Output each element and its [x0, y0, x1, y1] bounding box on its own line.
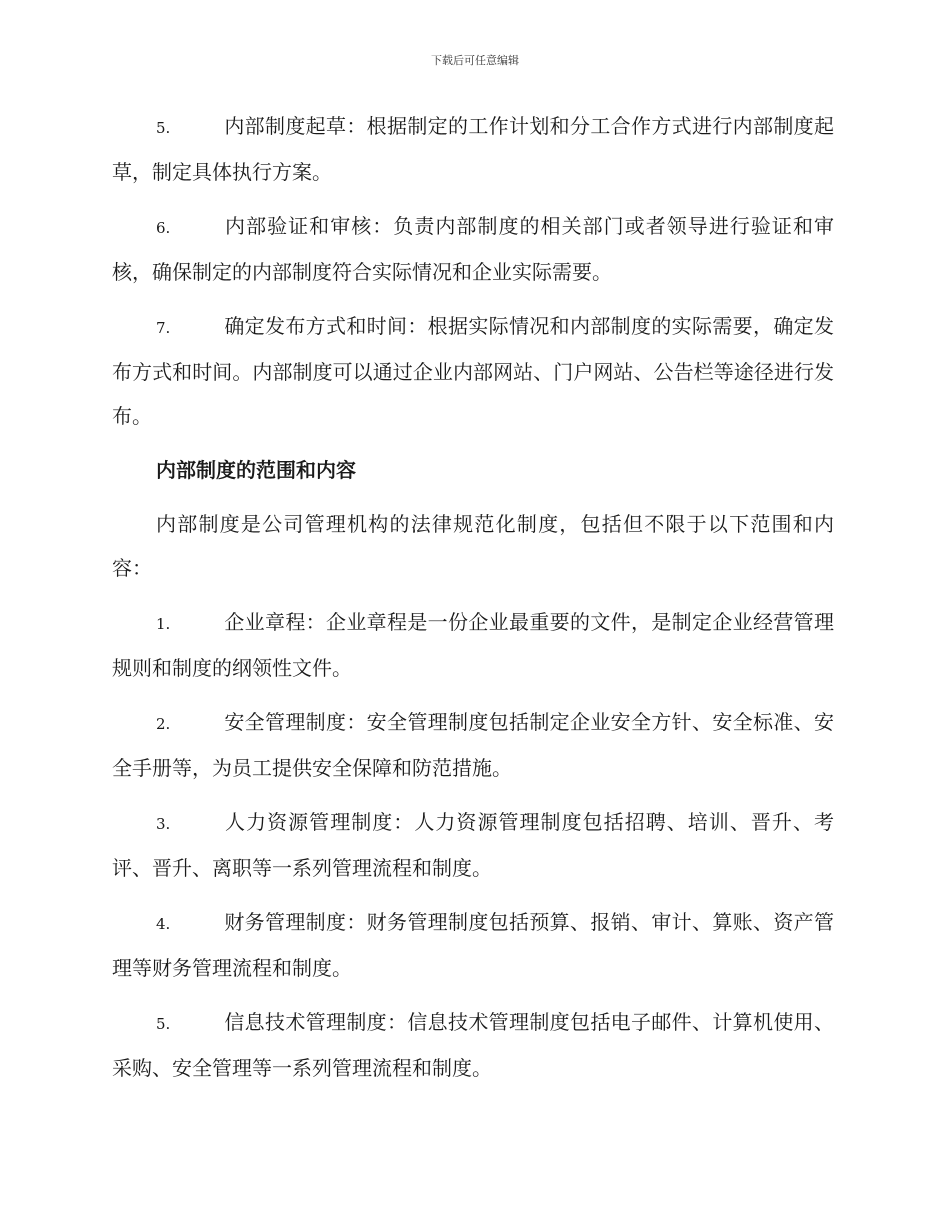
list-item-text: 确定发布方式和时间：根据实际情况和内部制度的实际需要，确定发布方式和时间。内部制度可以通过企业内部网站、门户网站、公告栏等途径进行发布。: [112, 314, 834, 428]
document-body: [112, 104, 834, 1100]
section-heading: 内部制度的范围和内容: [156, 458, 356, 482]
list-number: 5.: [156, 119, 171, 137]
list-item-text: 安全管理制度：安全管理制度包括制定企业安全方针、安全标准、安全手册等，为员工提供安全保障和防范措施。: [112, 710, 834, 780]
list-item-text: 企业章程：企业章程是一份企业最重要的文件，是制定企业经营管理规则和制度的纲领性文件。: [112, 610, 834, 680]
list-number: 6.: [156, 219, 171, 237]
section-intro: 内部制度是公司管理机构的法律规范化制度，包括但不限于以下范围和内容：: [112, 512, 834, 580]
list-item-text: 人力资源管理制度：人力资源管理制度包括招聘、培训、晋升、考评、晋升、离职等一系列管理流程和制度。: [112, 810, 834, 880]
list-number: 4.: [156, 915, 171, 933]
list-number: 3.: [156, 815, 171, 833]
list-item: [112, 900, 834, 990]
list-number: 2.: [156, 715, 171, 733]
list-item: [112, 104, 834, 194]
page-header: 下载后可任意编辑: [431, 54, 519, 67]
list-number: 5.: [156, 1015, 171, 1033]
list-item: [112, 700, 834, 790]
list-number: 1.: [156, 615, 171, 633]
list-item: [112, 600, 834, 690]
list-item: [112, 1000, 834, 1090]
list-item: [112, 204, 834, 294]
list-item: [112, 304, 834, 438]
list-number: 7.: [156, 319, 171, 337]
list-item-text: 财务管理制度：财务管理制度包括预算、报销、审计、算账、资产管理等财务管理流程和制度。: [112, 910, 834, 980]
list-item-text: 内部制度起草：根据制定的工作计划和分工合作方式进行内部制度起草，制定具体执行方案。: [112, 114, 834, 184]
list-item-text: 内部验证和审核：负责内部制度的相关部门或者领导进行验证和审核，确保制定的内部制度符合实际情况和企业实际需要。: [112, 214, 834, 284]
list-item-text: 信息技术管理制度：信息技术管理制度包括电子邮件、计算机使用、采购、安全管理等一系列管理流程和制度。: [112, 1010, 834, 1080]
list-item: [112, 800, 834, 890]
